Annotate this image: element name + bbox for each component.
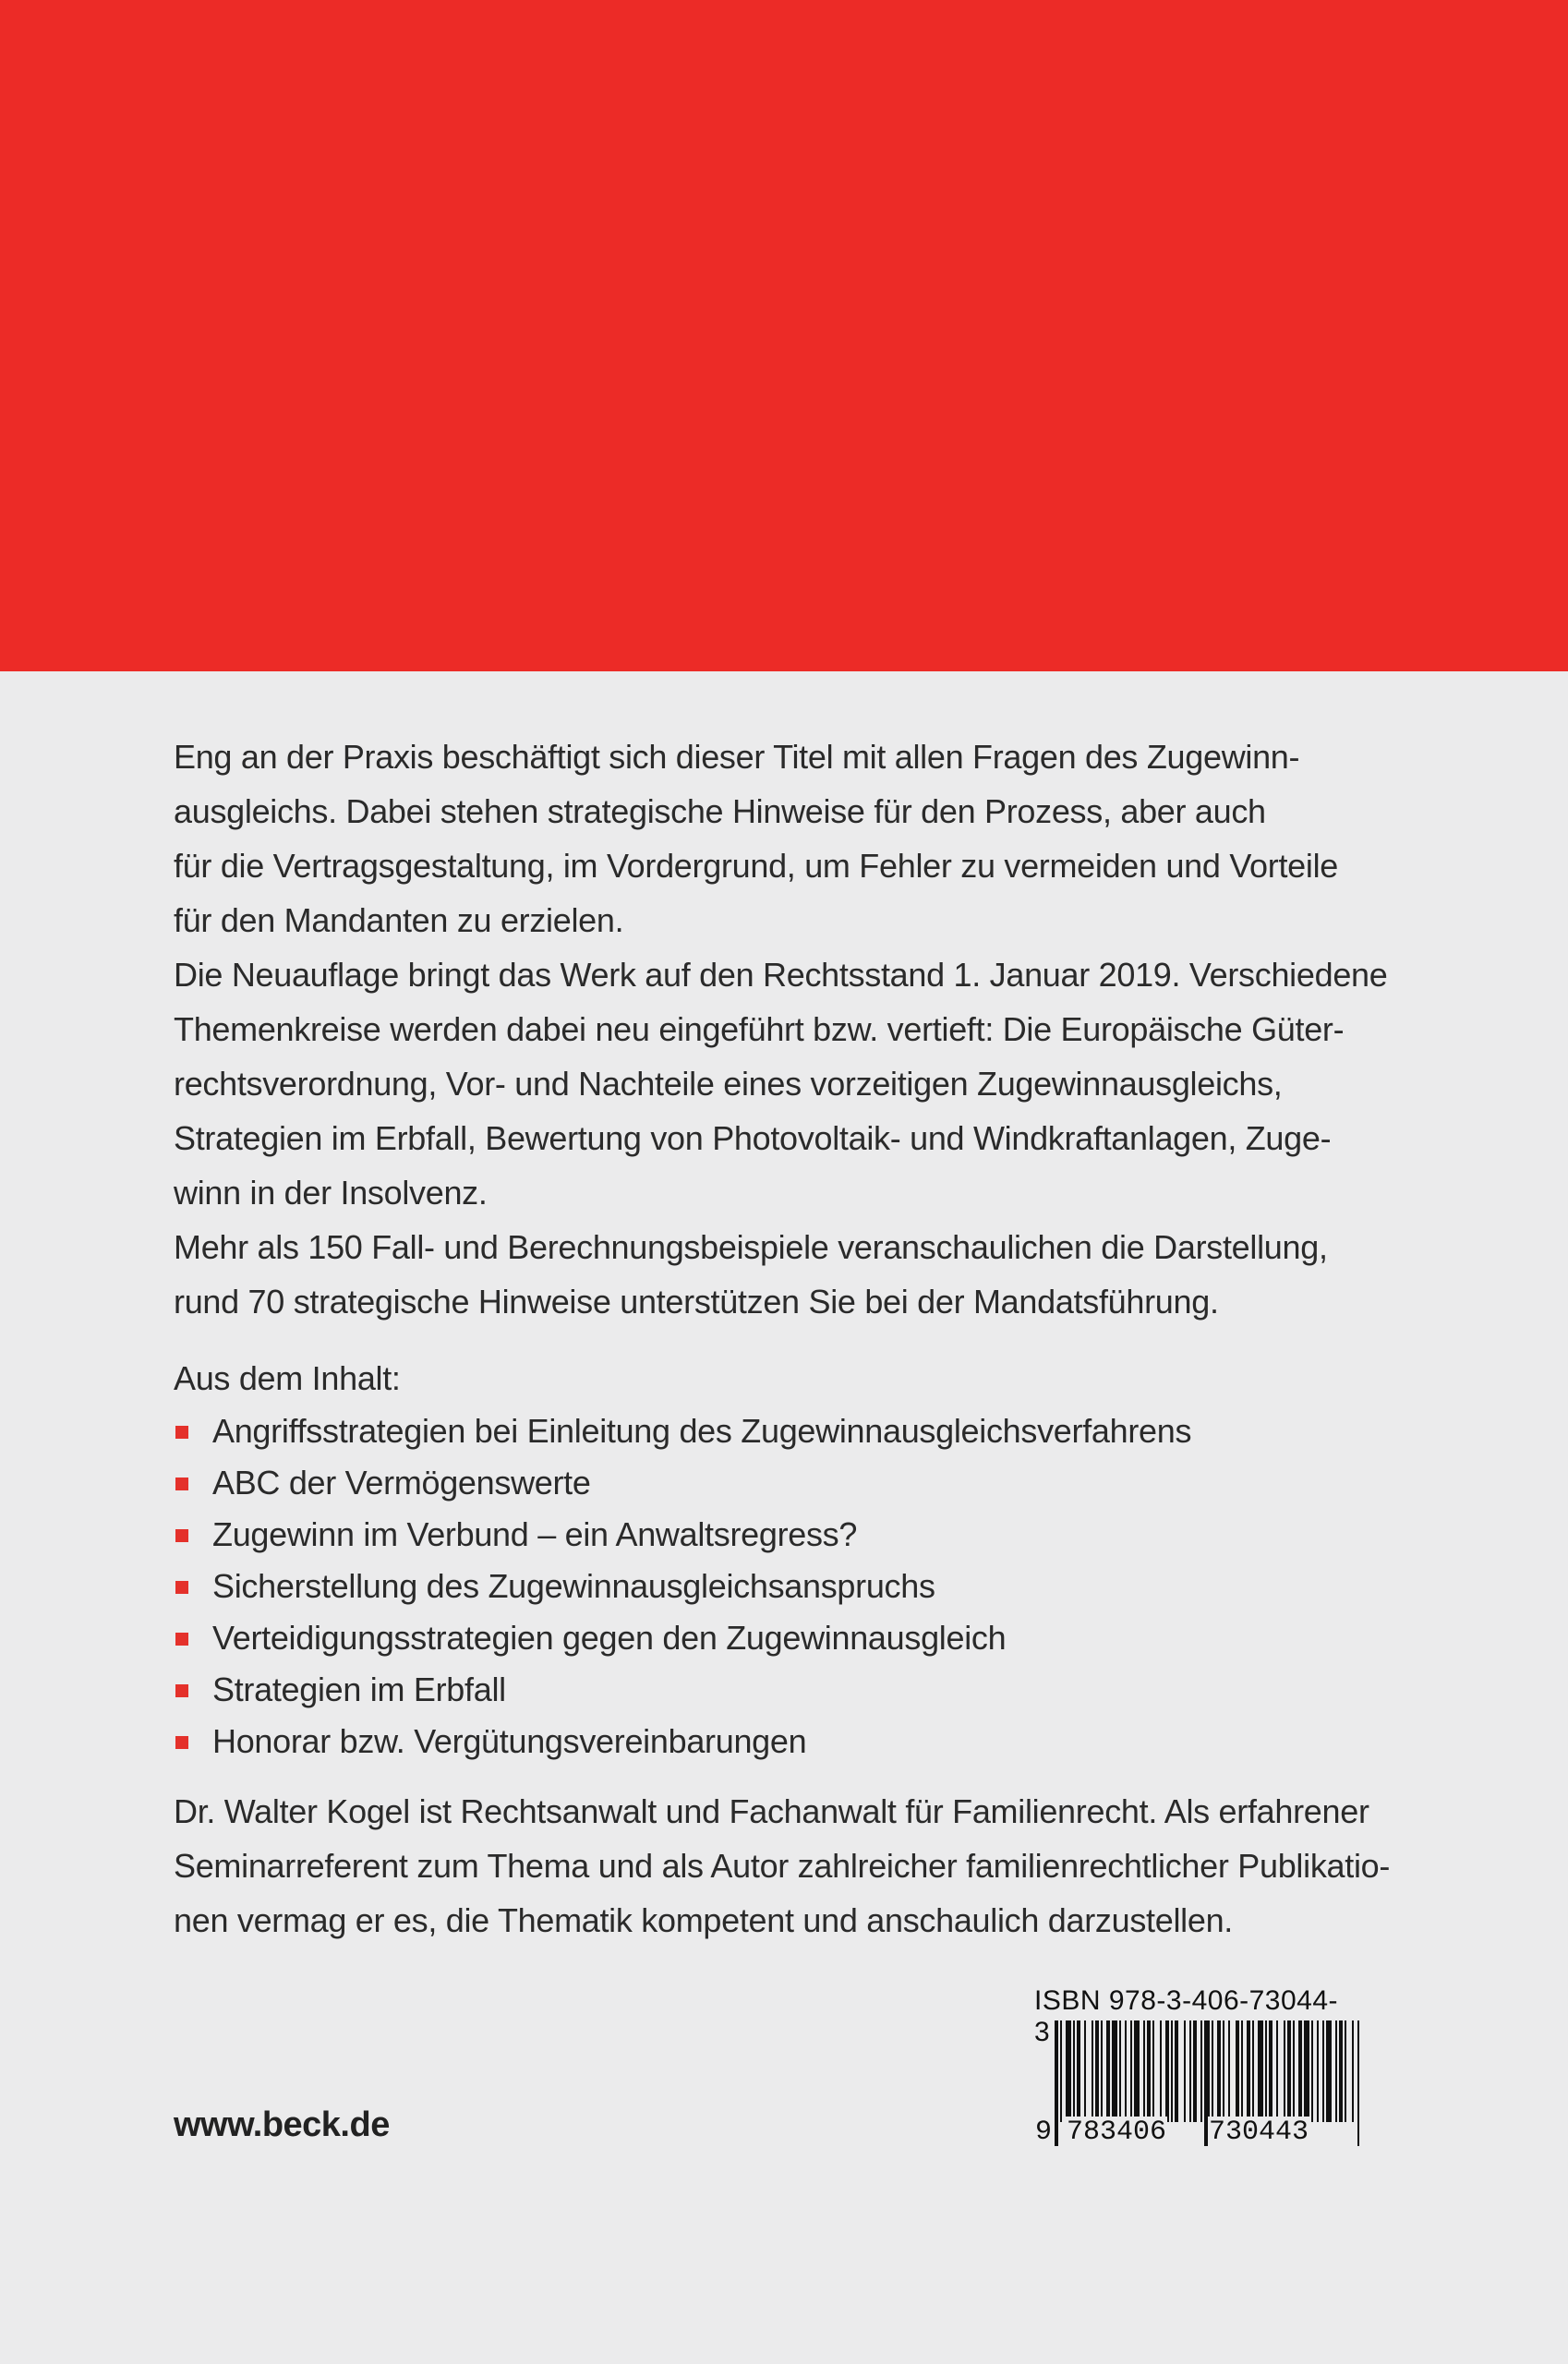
description-line: ausgleichs. Dabei stehen strategische Hinweise für den Prozess, aber auch [174,792,1266,830]
square-bullet-icon [175,1581,188,1594]
barcode-bar [1304,2020,1309,2122]
isbn-label: ISBN 978-3-406-73044-3 [1034,1985,1339,2047]
description-line: für die Vertragsgestaltung, im Vordergrund, um Fehler zu vermeiden und Vorteile [174,847,1338,885]
barcode-bar [1265,2020,1267,2122]
barcode-bar [1326,2020,1332,2122]
barcode-bar [1345,2020,1346,2122]
barcode-bar [1147,2020,1151,2122]
barcode-bar [1112,2020,1117,2122]
author-bio-line: Dr. Walter Kogel ist Rechtsanwalt und Fachanwalt für Familienrecht. Als erfahrener [174,1792,1369,1830]
barcode-bar [1171,2020,1173,2122]
barcode-digits [1034,2117,1367,2150]
description-line: Die Neuauflage bringt das Werk auf den Rechtsstand 1. Januar 2019. Verschiedene [174,956,1388,994]
description-line: winn in der Insolvenz. [174,1174,488,1212]
barcode-bar [1084,2020,1086,2122]
square-bullet-icon [175,1529,188,1542]
description-line: Strategien im Erbfall, Bewertung von Photovoltaik- und Windkraftanlagen, Zuge- [174,1119,1332,1157]
barcode-bar [1298,2020,1302,2122]
barcode-bar [1217,2020,1221,2122]
barcode-bar [1095,2020,1099,2122]
barcode-bar [1189,2020,1191,2122]
barcode-bar [1236,2020,1239,2122]
barcode-bar [1252,2020,1254,2122]
square-bullet-icon [175,1426,188,1439]
barcode-bar [1175,2020,1178,2122]
barcode-bar [1066,2020,1071,2122]
barcode-bar [1339,2020,1343,2122]
back-cover-text [174,730,1411,1948]
barcode-digit-group-1: 783406 [1067,2117,1167,2148]
barcode-bar [1101,2020,1103,2122]
barcode-bar [1287,2020,1291,2122]
barcode-bar [1077,2020,1080,2122]
barcode-bar [1106,2020,1110,2122]
description-line: Eng an der Praxis beschäftigt sich dieser Titel mit allen Fragen des Zugewinn- [174,738,1300,776]
contents-heading: Aus dem Inhalt: [174,1359,401,1397]
barcode-bar [1247,2020,1250,2122]
description-line: Mehr als 150 Fall- und Berechnungsbeispiele veranschaulichen die Darstellung, [174,1228,1328,1266]
barcode-bar [1258,2020,1263,2122]
barcode-bar [1134,2020,1140,2122]
square-bullet-icon [175,1478,188,1490]
barcode-bar [1322,2020,1324,2122]
barcode-digit-group-2: 730443 [1209,2117,1309,2148]
barcode-bar [1193,2020,1197,2122]
author-bio-line: nen vermag er es, die Thematik kompetent und anschaulich darzustellen. [174,1901,1233,1939]
contents-item: Honorar bzw. Vergütungsvereinbarungen [174,1716,1411,1767]
barcode-bar [1130,2020,1132,2122]
contents-item: ABC der Vermögenswerte [174,1457,1411,1509]
barcode-bar [1073,2020,1075,2122]
barcode-bar [1352,2020,1354,2122]
barcode-bar [1284,2020,1285,2122]
barcode-bar [1269,2020,1272,2122]
description-line: Themenkreise werden dabei neu eingeführt bzw. vertieft: Die Europäische Güter- [174,1010,1345,1048]
barcode-bar [1160,2020,1162,2122]
barcode-bar [1060,2020,1062,2122]
contents-item: Verteidigungsstrategien gegen den Zugewinnausgleich [174,1612,1411,1664]
description-line: für den Mandanten zu erzielen. [174,901,624,939]
barcode-bar [1212,2020,1213,2122]
barcode-bar [1119,2020,1121,2122]
barcode-bar [1200,2020,1202,2122]
barcode-bar [1317,2020,1319,2122]
barcode-bar [1241,2020,1243,2122]
description-line: rechtsverordnung, Vor- und Nachteile eines vorzeitigen Zugewinnausgleichs, [174,1065,1283,1103]
author-bio-line: Seminarreferent zum Thema und als Autor zahlreicher familienrechtlicher Publikatio- [174,1847,1391,1885]
square-bullet-icon [175,1633,188,1646]
barcode-bar [1335,2020,1337,2122]
barcode-bar [1152,2020,1154,2122]
contents-item: Zugewinn im Verbund – ein Anwaltsregress? [174,1509,1411,1561]
publisher-website: www.beck.de [174,2105,390,2144]
square-bullet-icon [175,1736,188,1749]
barcode-digit-first: 9 [1035,2117,1053,2148]
barcode-bar [1143,2020,1145,2122]
barcode-bar [1092,2020,1093,2122]
barcode-bar [1276,2020,1278,2122]
barcode-bar [1293,2020,1295,2122]
contents-item: Sicherstellung des Zugewinnausgleichsanspruchs [174,1561,1411,1612]
description-line: rund 70 strategische Hinweise unterstützen Sie bei der Mandatsführung. [174,1283,1219,1321]
barcode-bar [1184,2020,1186,2122]
barcode-bar [1228,2020,1230,2122]
contents-item: Strategien im Erbfall [174,1664,1411,1716]
contents-item: Angriffsstrategien bei Einleitung des Zugewinnausgleichsverfahrens [174,1405,1411,1457]
barcode-bar [1165,2020,1169,2122]
barcode-bar [1125,2020,1127,2122]
barcode-bar [1311,2020,1313,2122]
square-bullet-icon [175,1684,188,1697]
barcode-bar [1223,2020,1224,2122]
contents-list [174,1405,1411,1767]
cover-red-panel [0,0,1568,671]
